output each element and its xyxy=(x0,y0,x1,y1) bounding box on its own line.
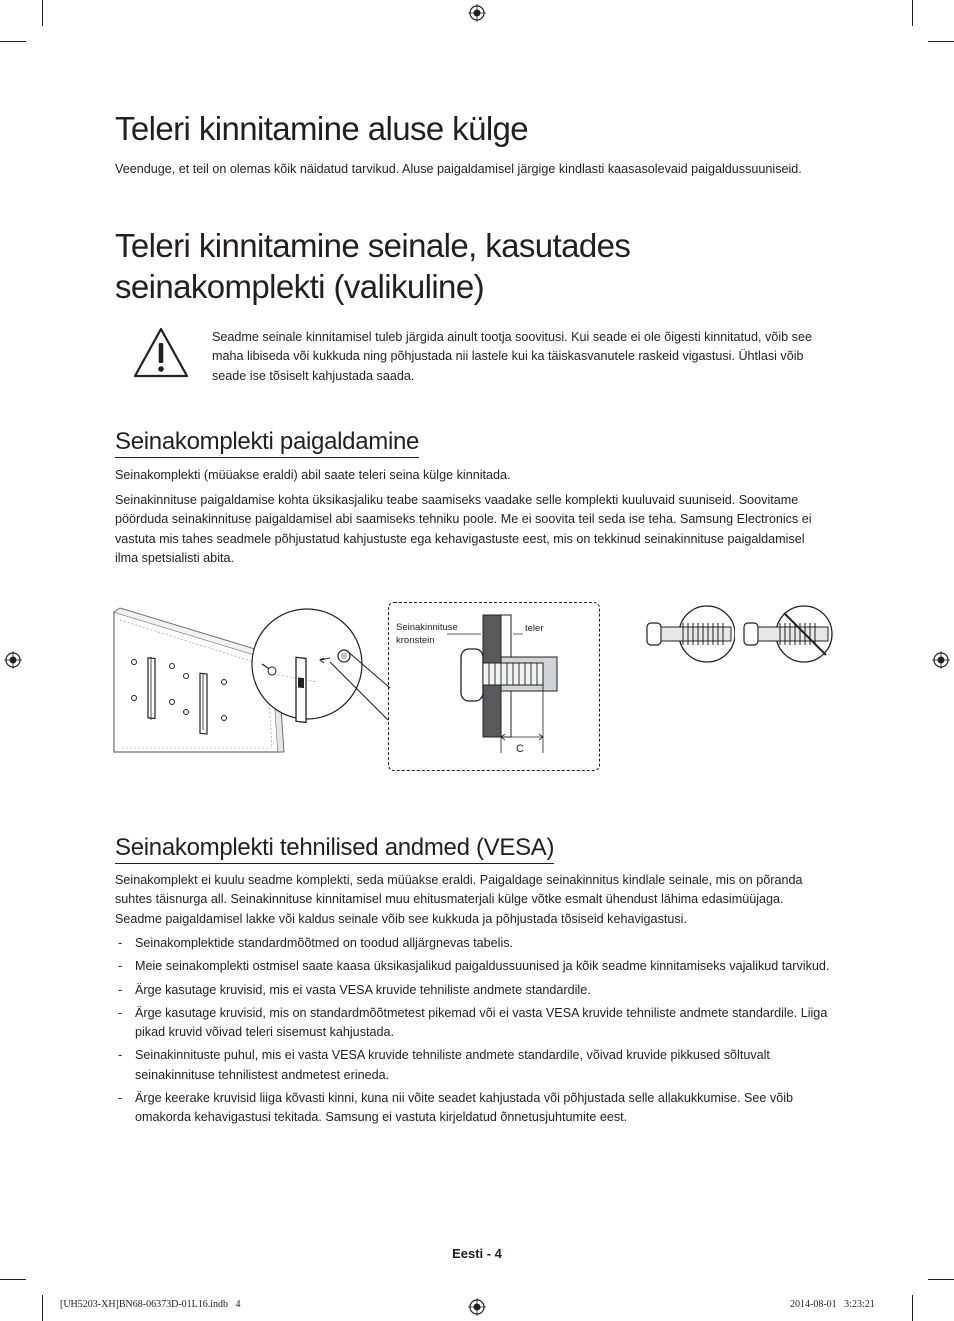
paragraph-install-2: Seinakinnituse paigaldamise kohta üksikasjaliku teabe saamiseks vaadake selle komplekti kuuluvaid suuniseid. Soovitame pöörduda seinakinnituse paigaldamisel abi saamiseks tehniku poole. Me ei soovita teil seda ise teha. Samsung Electronics ei vastuta mis tahes seadmele põhjustatud kahjustuste ega kehavigastuste eest, mis on tekkinud seinakinnituse paigaldamisel ilma spetsialisti abita. xyxy=(115,493,812,565)
registration-mark-icon xyxy=(4,651,22,669)
bullet-dash: - xyxy=(118,1091,123,1106)
label-bracket-line1: Seinakinnituse xyxy=(396,622,458,633)
label-bracket-line2: kronstein xyxy=(396,635,435,646)
screw-correct-icon xyxy=(643,603,735,665)
list-item xyxy=(115,1046,835,1085)
list-item-text: Ärge keerake kruvisid liiga kõvasti kinni, kuna nii võite seadet kahjustada või põhjustada selle allakukkumise. See võib omakorda kehavigastusi tekitada. Samsung ei vastuta kirjeldatud õnnetusjuhtumite eest. xyxy=(135,1091,794,1125)
label-tv: teler xyxy=(525,623,544,634)
page-number: Eesti - 4 xyxy=(452,1246,502,1261)
registration-mark-icon xyxy=(468,1298,486,1316)
crop-mark xyxy=(928,1279,954,1280)
crop-mark xyxy=(0,1279,26,1280)
cross-section-panel xyxy=(388,602,600,771)
crop-mark xyxy=(42,1295,43,1321)
paragraph-stand-intro: Veenduge, et teil on olemas kõik näidatud tarvikud. Aluse paigaldamisel järgige kindlasti kaasasolevaid paigaldussuuniseid. xyxy=(115,162,802,176)
heading-wall-mount-line1: Teleri kinnitamine seinale, kasutades xyxy=(115,227,631,264)
crop-mark xyxy=(928,41,954,42)
bullet-dash: - xyxy=(118,1048,123,1063)
list-item-text: Meie seinakomplekti ostmisel saate kaasa üksikasjalikud paigaldussuunised ja kõik seadme kinnitamiseks vajalikud tarvikud. xyxy=(135,959,830,974)
screw-cross-section-illustration xyxy=(389,603,599,770)
list-item xyxy=(115,934,835,953)
paragraph-vesa-intro: Seinakomplekt ei kuulu seadme komplekti, seda müüakse eraldi. Paigaldage seinakinnitus kindlale seinale, mis on põranda suhtes täisnurga all. Seinakinnituse kinnitamisel muu ehitusmaterjali külge võtke esmalt ühendust lähima edasimüüjaga. Seadme paigaldamisel lakke või kaldus seinale võib see kukkuda ja põhjustada tõsiseid kehavigastusi. xyxy=(115,873,803,926)
paragraph-install-1: Seinakomplekti (müüakse eraldi) abil saate teleri seina külge kinnitada. xyxy=(115,468,511,482)
crop-mark xyxy=(912,1295,913,1321)
registration-mark-icon xyxy=(932,651,950,669)
heading-wall-mount xyxy=(115,225,630,308)
crop-mark xyxy=(912,0,913,26)
heading-wall-mount-line2: seinakomplekti (valikuline) xyxy=(115,268,484,306)
list-item-text: Ärge kasutage kruvisid, mis on standardmõõtmetest pikemad või ei vasta VESA kruvide tehniliste andmete standardile. Liiga pikad kruvid võivad teleri sisemust kahjustada. xyxy=(135,1005,828,1040)
paragraph-warning: Seadme seinale kinnitamisel tuleb järgida ainult tootja soovitusi. Kui seade ei ole õigesti kinnitatud, võib see maha libiseda või kukkuda ning põhjustada nii lastele kui ka täiskasvanutele raskeid vigastusi. Ühtlasi võib seade ise tõsiselt kahjustada saada. xyxy=(212,330,812,383)
screw-prohibited-icon xyxy=(740,603,834,665)
crop-mark xyxy=(42,0,43,26)
list-item-text: Ärge kasutage kruvisid, mis ei vasta VESA kruvide tehniliste andmete standardile. xyxy=(135,982,591,997)
bullet-dash: - xyxy=(118,959,123,974)
bullet-dash: - xyxy=(118,982,123,997)
list-item xyxy=(115,1089,835,1128)
list-item xyxy=(115,981,835,1000)
label-c: C xyxy=(516,743,524,755)
crop-mark xyxy=(0,41,26,42)
subheading-install: Seinakomplekti paigaldamine xyxy=(115,430,419,458)
print-slug-right: 2014-08-01 3:23:21 xyxy=(790,1299,875,1310)
bullet-dash: - xyxy=(118,936,123,950)
list-item xyxy=(115,1004,835,1043)
subheading-vesa: Seinakomplekti tehnilised andmed (VESA) xyxy=(115,836,554,864)
vesa-bullet-list xyxy=(115,934,835,1132)
list-item xyxy=(115,957,835,976)
bullet-dash: - xyxy=(118,1005,123,1020)
registration-mark-icon xyxy=(468,4,486,22)
list-item-text: Seinakomplektide standardmõõtmed on toodud alljärgnevas tabelis. xyxy=(135,936,514,950)
warning-icon xyxy=(132,326,190,380)
heading-stand-attach: Teleri kinnitamine aluse külge xyxy=(115,110,529,147)
print-slug-left: [UH5203-XH]BN68-06373D-01L16.indb 4 xyxy=(60,1299,241,1310)
list-item-text: Seinakinnituste puhul, mis ei vasta VESA kruvide tehniliste andmete standardile, võivad kruvide pikkused sõltuvalt seinakinnituse tehnilistest andmetest erineda. xyxy=(135,1048,770,1082)
